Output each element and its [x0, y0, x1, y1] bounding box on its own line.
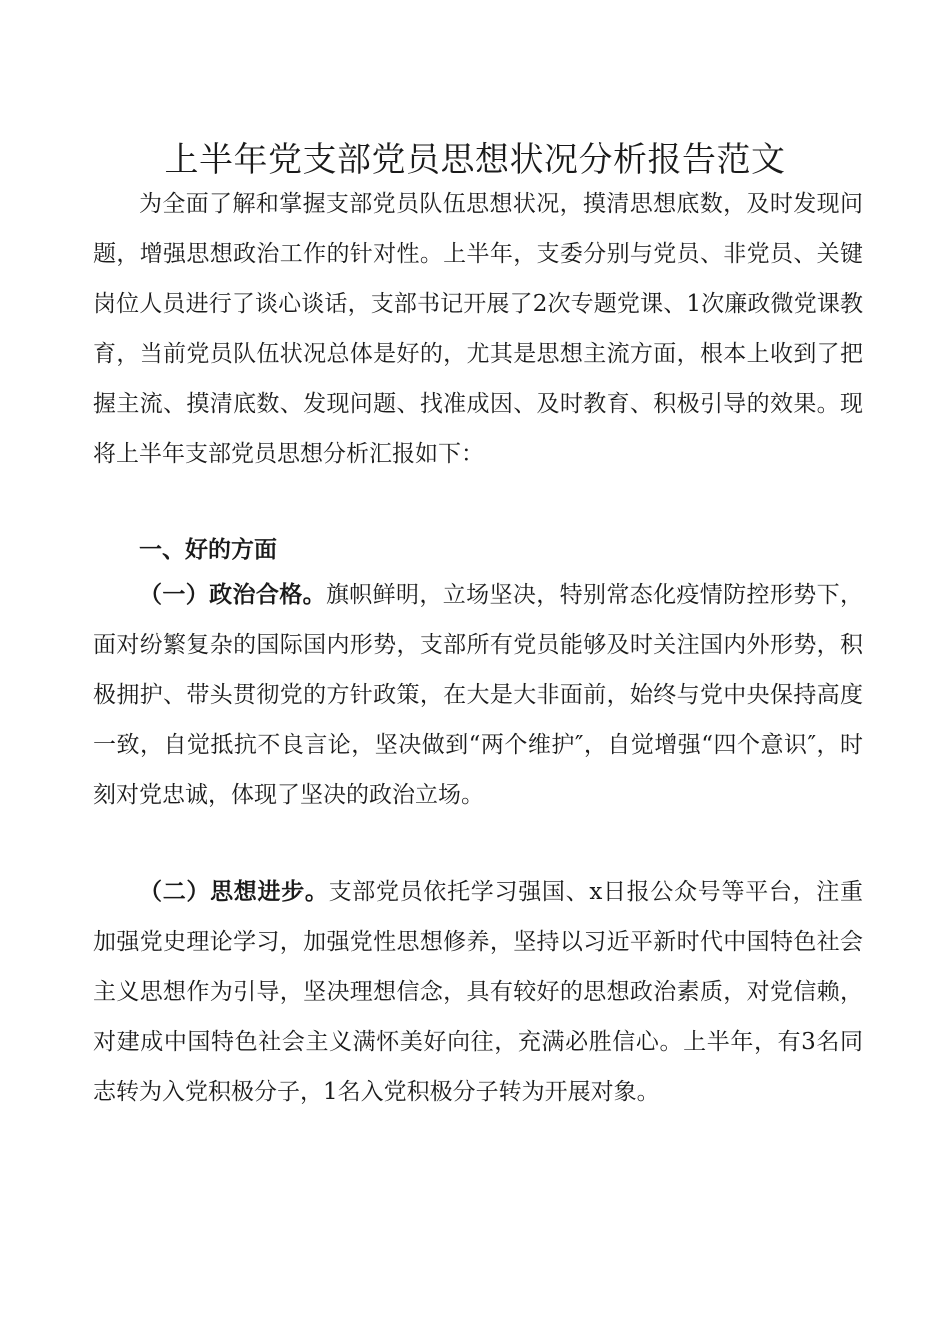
paragraph-text: 旗帜鲜明，立场坚决，特别常态化疫情防控形势下，面对纷繁复杂的国际国内形势，支部所有党员能够及时关注国内外形势，积极拥护、带头贯彻党的方针政策，在大是大非面前，始终与党中央保持高度一致，自觉抵抗不良言论，坚决做到“两个维护″，自觉增强“四个意识″，时刻对党忠诚，体现了坚决的政治立场。 — [93, 582, 864, 808]
page-title: 上半年党支部党员思想状况分析报告范文 — [164, 139, 786, 180]
section-heading-good-aspects: 一、好的方面 — [139, 536, 277, 563]
intro-paragraph: 为全面了解和掌握支部党员队伍思想状况，摸清思想底数，及时发现问题，增强思想政治工作的针对性。上半年，支委分别与党员、非党员、关键岗位人员进行了谈心谈话，支部书记开展了2次专题党课、1次廉政微党课教育，当前党员队伍状况总体是好的，尤其是思想主流方面，根本上收到了把握主流、摸清底数、发现问题、找准成因、及时教育、积极引导的效果。现将上半年支部党员思想分析汇报如下： — [93, 191, 863, 467]
paragraph-political-qualified — [93, 570, 863, 820]
paragraph-ideological-progress — [93, 867, 863, 1117]
subheading-ideological-progress: （二）思想进步。 — [139, 878, 329, 905]
paragraph-text: 支部党员依托学习强国、x日报公众号等平台，注重加强党史理论学习，加强党性思想修养，坚持以习近平新时代中国特色社会主义思想作为引导，坚决理想信念，具有较好的思想政治素质，对党信赖，对建成中国特色社会主义满怀美好向往，充满必胜信心。上半年，有3名同志转为入党积极分子，1名入党积极分子转为开展对象。 — [93, 879, 863, 1105]
subheading-political-qualified: （一）政治合格。 — [139, 581, 326, 608]
